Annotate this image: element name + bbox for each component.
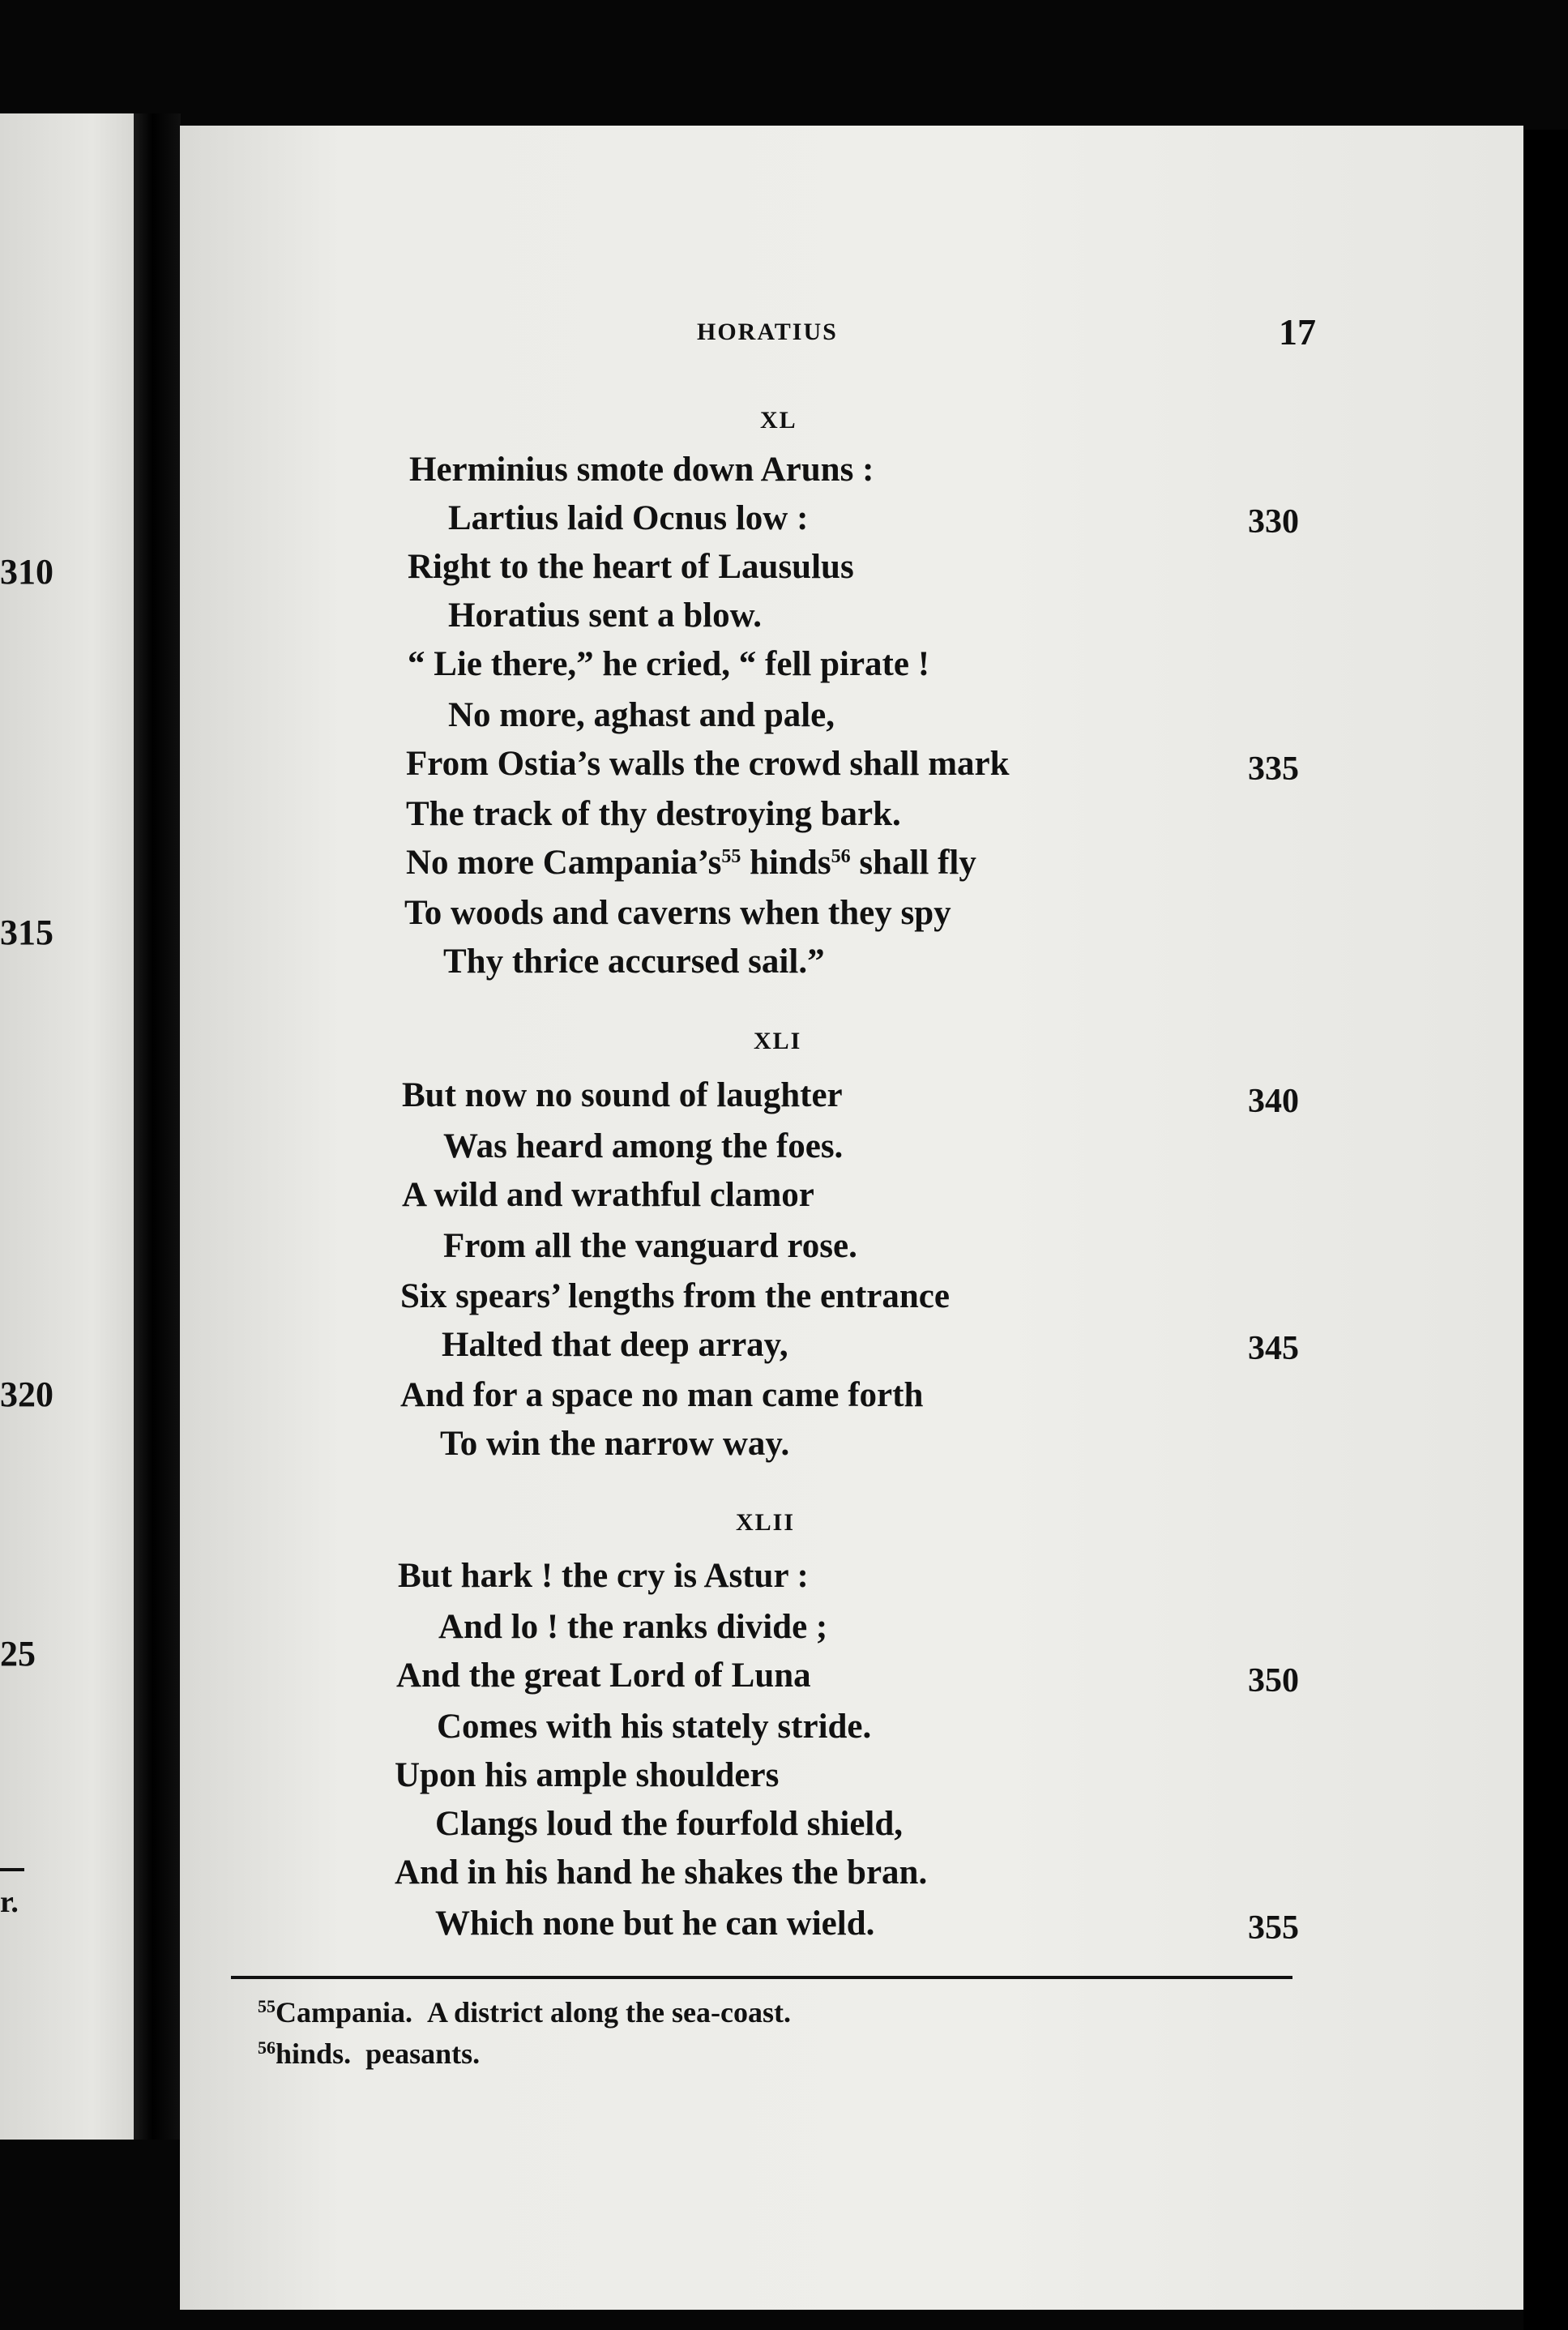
footnote: [258, 2037, 480, 2071]
verse-line: But now no sound of laughter: [402, 1076, 843, 1114]
footnote-ref: 55: [721, 846, 741, 867]
verse-line: Upon his ample shoulders: [395, 1756, 780, 1794]
footnote: [258, 1995, 791, 2029]
scan-border: [1523, 130, 1568, 2330]
footnote-mark: 56: [258, 2037, 276, 2058]
footnote-gloss: peasants.: [365, 2037, 481, 2070]
verse-line: From all the vanguard rose.: [443, 1227, 857, 1265]
footnote-term: hinds.: [276, 2037, 352, 2070]
verse-line: “ Lie there,” he cried, “ fell pirate !: [408, 645, 930, 683]
verse-line: And lo ! the ranks divide ;: [438, 1608, 828, 1646]
line-number: 345: [1248, 1330, 1299, 1367]
stanza-number: XLII: [736, 1509, 796, 1536]
left-line-number: 320: [0, 1374, 53, 1414]
left-line-number: 310: [0, 552, 53, 592]
verse-line-with-footnotes: [406, 843, 976, 883]
book-gutter: [134, 113, 181, 2140]
verse-text: hinds: [750, 844, 831, 882]
verse-line: And the great Lord of Luna: [396, 1657, 811, 1695]
verse-line: Clangs loud the fourfold shield,: [435, 1805, 904, 1843]
left-footnote-rule: [0, 1868, 24, 1871]
verse-line: To win the narrow way.: [440, 1425, 790, 1463]
stanza-number: XLI: [754, 1028, 802, 1054]
verse-line: To woods and caverns when they spy: [404, 894, 951, 932]
footnote-ref: 56: [831, 846, 851, 867]
verse-line: Horatius sent a blow.: [448, 596, 763, 635]
footnote-rule: [231, 1976, 1292, 1979]
running-header: HORATIUS: [697, 319, 838, 345]
verse-line: Which none but he can wield.: [435, 1905, 875, 1943]
stanza-number: XL: [760, 407, 797, 434]
line-number: 340: [1248, 1083, 1299, 1120]
verse-line: Herminius smote down Aruns :: [409, 451, 874, 489]
line-number: 350: [1248, 1662, 1299, 1699]
verse-line: From Ostia’s walls the crowd shall mark: [406, 745, 1010, 783]
footnote-gloss: A district along the sea-coast.: [427, 1996, 791, 2029]
verse-line: Halted that deep array,: [442, 1326, 788, 1364]
left-line-number: 315: [0, 913, 53, 952]
verse-text: No more Campania’s: [406, 844, 722, 882]
verse-line: The track of thy destroying bark.: [406, 795, 901, 833]
line-number: 335: [1248, 750, 1299, 788]
verse-line: Was heard among the foes.: [443, 1127, 844, 1165]
facing-page-fragment: [0, 113, 154, 2140]
left-text-fragment: r.: [0, 1885, 19, 1919]
footnote-mark: 55: [258, 1996, 276, 2016]
page-number: 17: [1279, 311, 1316, 353]
verse-line: A wild and wrathful clamor: [402, 1176, 814, 1214]
verse-line: No more, aghast and pale,: [448, 696, 835, 734]
line-number: 330: [1248, 503, 1299, 541]
verse-line: But hark ! the cry is Astur :: [398, 1557, 809, 1595]
footnote-term: Campania.: [276, 1996, 413, 2029]
verse-line: And for a space no man came forth: [400, 1376, 924, 1414]
verse-line: Right to the heart of Lausulus: [408, 548, 854, 586]
verse-line: Lartius laid Ocnus low :: [448, 499, 809, 537]
verse-line: Comes with his stately stride.: [437, 1708, 872, 1746]
verse-text: shall fly: [859, 844, 976, 882]
line-number: 355: [1248, 1909, 1299, 1947]
verse-line: Thy thrice accursed sail.”: [443, 943, 825, 981]
left-line-number: 25: [0, 1634, 36, 1674]
verse-line: Six spears’ lengths from the entrance: [400, 1277, 950, 1315]
verse-line: And in his hand he shakes the bran.: [395, 1853, 928, 1892]
